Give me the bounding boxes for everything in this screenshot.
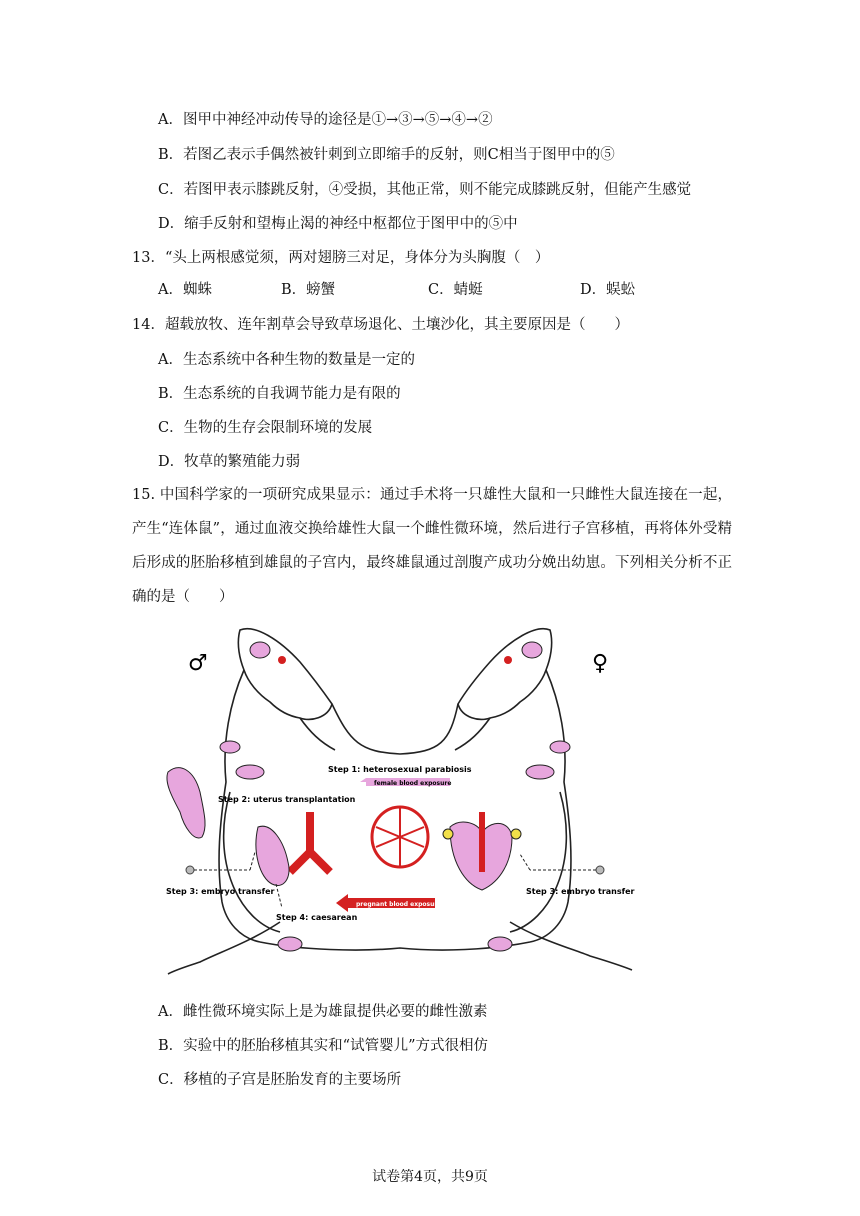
q15-option-a: A．雌性微环境实际上是为雄鼠提供必要的雌性激素 — [158, 1004, 488, 1020]
right-rat-head — [458, 629, 552, 720]
q13-option-d: D．蜈蚣 — [580, 282, 636, 298]
embryo-left — [186, 866, 194, 874]
right-tail — [510, 922, 632, 970]
page-footer: 试卷第4页，共9页 — [372, 1169, 488, 1185]
q12-option-a: A．图甲中神经冲动传导的途径是①→③→⑤→④→② — [158, 112, 493, 128]
step2-label: Step 2: uterus transplantation — [218, 795, 356, 804]
excised-uterus — [167, 768, 205, 838]
step3-right-label: Step 3: embryo transfer — [526, 887, 635, 896]
q14-stem: 14．超载放牧、连年割草会导致草场退化、土壤沙化，其主要原因是（ ） — [132, 317, 629, 333]
pregnant-blood-exposure-label: pregnant blood exposure — [356, 901, 442, 908]
q14-option-c: C．生物的生存会限制环境的发展 — [158, 420, 373, 436]
q12-option-c: C．若图甲表示膝跳反射，④受损，其他正常，则不能完成膝跳反射，但能产生感觉 — [158, 182, 692, 198]
implanted-uterus-left — [256, 826, 289, 885]
q12-option-b: B．若图乙表示手偶然被针刺到立即缩手的反射，则C相当于图甲中的⑤ — [158, 147, 615, 163]
step4-label: Step 4: caesarean — [276, 913, 358, 922]
female-symbol: ♀ — [592, 651, 609, 676]
q13-option-a: A．蜘蛛 — [158, 282, 212, 298]
q13-option-c: C．蜻蜓 — [428, 282, 483, 298]
q14-option-a: A．生态系统中各种生物的数量是一定的 — [158, 352, 415, 368]
q15-option-c: C．移植的子宫是胚胎发育的主要场所 — [158, 1072, 402, 1088]
q15-stem: 15. 中国科学家的一项研究成果显示：通过手术将一只雄性大鼠和一只雌性大鼠连接在一起，产生“连体鼠”，通过血液交换给雄性大鼠一个雌性微环境，然后进行子宫移植，再将体外受精后形成的胚胎移植到雄鼠的子宫内，最终雄鼠通过剖腹产成功分娩出幼崽。下列相关分析不正确的是（ ） — [132, 487, 732, 605]
female-blood-exposure-label: female blood exposure — [374, 780, 452, 787]
left-ear — [250, 642, 270, 658]
right-ear — [522, 642, 542, 658]
q13-stem: 13．“头上两根感觉须，两对翅膀三对足，身体分为头胸腹（ ） — [132, 250, 550, 266]
left-rat-head — [238, 629, 332, 720]
q13-option-b: B．螃蟹 — [281, 282, 336, 298]
male-symbol: ♂ — [188, 651, 208, 676]
q14-option-b: B．生态系统的自我调节能力是有限的 — [158, 386, 401, 402]
embryo-right — [596, 866, 604, 874]
q14-option-d: D．牧草的繁殖能力弱 — [158, 454, 301, 470]
step3-left-label: Step 3: embryo transfer — [166, 887, 275, 896]
left-tail — [168, 922, 280, 974]
right-rat-body — [530, 670, 571, 942]
parabiosis-diagram — [160, 622, 640, 984]
vessel-left — [290, 812, 330, 872]
q15-option-b: B．实验中的胚胎移植其实和“试管婴儿”方式很相仿 — [158, 1038, 488, 1054]
joined-contour — [332, 704, 458, 754]
left-rat-body — [219, 670, 260, 942]
q12-option-d: D．缩手反射和望梅止渴的神经中枢都位于图甲中的⑤中 — [158, 216, 518, 232]
step1-label: Step 1: heterosexual parabiosis — [328, 765, 472, 774]
